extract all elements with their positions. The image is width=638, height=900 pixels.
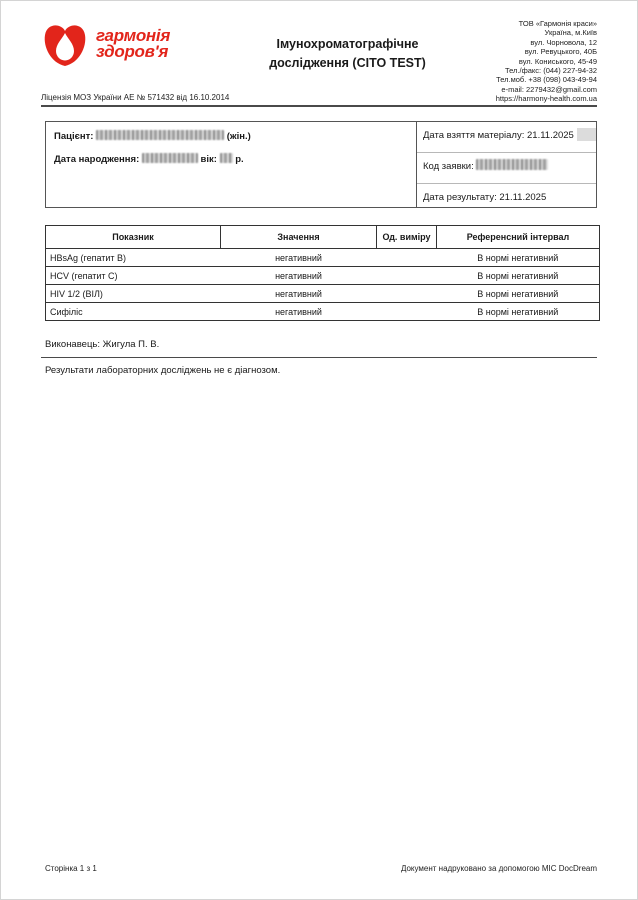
request-code-row bbox=[417, 153, 596, 184]
patient-age-suffix: р. bbox=[235, 154, 244, 165]
result-date-label: Дата результату: bbox=[423, 192, 497, 203]
indicator-cell: Сифіліс bbox=[46, 303, 221, 321]
material-date-label: Дата взяття матеріалу: bbox=[423, 130, 525, 141]
col-header-reference: Референсний інтервал bbox=[437, 226, 600, 249]
patient-dob-redacted bbox=[142, 153, 198, 163]
result-date-value: 21.11.2025 bbox=[499, 192, 547, 203]
company-details bbox=[469, 19, 597, 104]
printed-by-note: Документ надруковано за допомогою MIC DocDream bbox=[400, 864, 597, 873]
results-table bbox=[45, 225, 600, 321]
logo-line-2: здоров'я bbox=[96, 42, 169, 61]
patient-name-redacted bbox=[96, 130, 224, 140]
reference-cell: В нормі негативний bbox=[437, 267, 600, 285]
table-row bbox=[46, 285, 600, 303]
col-header-value: Значення bbox=[221, 226, 377, 249]
company-phone-fax: Тел./факс: (044) 227-94-32 bbox=[504, 66, 597, 76]
reference-cell: В нормі негативний bbox=[437, 249, 600, 267]
company-phone-mobile: Тел.моб. +38 (098) 043-49-94 bbox=[496, 75, 597, 85]
header-divider bbox=[41, 105, 597, 107]
reference-cell: В нормі негативний bbox=[437, 285, 600, 303]
value-cell: негативний bbox=[221, 285, 377, 303]
request-code-label: Код заявки: bbox=[423, 161, 474, 172]
logo-line-1: гармонія bbox=[96, 26, 171, 45]
value-cell: негативний bbox=[221, 303, 377, 321]
patient-gender: (жін.) bbox=[226, 131, 251, 142]
col-header-unit: Од. виміру bbox=[377, 226, 437, 249]
material-time-redacted bbox=[577, 128, 596, 141]
license-text: Ліцензія МОЗ України АЕ № 571432 від 16.10.2014 bbox=[41, 93, 230, 102]
request-meta-cell bbox=[416, 122, 596, 207]
indicator-cell: HCV (гепатит C) bbox=[46, 267, 221, 285]
logo-wordmark bbox=[96, 28, 170, 60]
material-date-row bbox=[417, 122, 596, 153]
clinic-logo bbox=[41, 19, 226, 69]
table-row bbox=[46, 303, 600, 321]
results-header-row bbox=[46, 226, 600, 249]
indicator-cell: HBsAg (гепатит B) bbox=[46, 249, 221, 267]
company-address-3: вул. Кониського, 45-49 bbox=[518, 56, 597, 66]
company-address-2: вул. Ревуцького, 40Б bbox=[524, 47, 597, 57]
patient-dob-label: Дата народження: bbox=[54, 154, 140, 165]
patient-dob-line bbox=[54, 153, 408, 165]
table-row bbox=[46, 249, 600, 267]
patient-name-line bbox=[54, 130, 408, 142]
patient-age-label: вік: bbox=[200, 154, 217, 165]
patient-info-box bbox=[45, 121, 597, 208]
request-code-redacted bbox=[476, 159, 548, 170]
unit-cell bbox=[377, 303, 437, 321]
reference-cell: В нормі негативний bbox=[437, 303, 600, 321]
page-number: Сторінка 1 з 1 bbox=[45, 864, 97, 873]
report-header bbox=[1, 1, 637, 105]
heart-drop-logo-icon bbox=[41, 21, 89, 69]
company-name: ТОВ «Гармонія краси» bbox=[518, 19, 597, 28]
unit-cell bbox=[377, 249, 437, 267]
table-row bbox=[46, 267, 600, 285]
patient-identity-cell bbox=[46, 122, 416, 207]
disclaimer-text: Результати лабораторних досліджень не є діагнозом. bbox=[45, 365, 281, 376]
footer-divider bbox=[41, 357, 597, 358]
patient-name-label: Пацієнт: bbox=[54, 131, 94, 142]
unit-cell bbox=[377, 267, 437, 285]
company-address-1: вул. Чорновола, 12 bbox=[530, 37, 597, 47]
indicator-cell: HIV 1/2 (ВІЛ) bbox=[46, 285, 221, 303]
report-title: Імунохроматографічне дослідження (CITO TEST) bbox=[269, 37, 426, 70]
result-date-row bbox=[417, 184, 596, 207]
value-cell: негативний bbox=[221, 267, 377, 285]
executor-line: Виконавець: Жигула П. В. bbox=[45, 339, 160, 350]
patient-age-redacted bbox=[220, 153, 233, 163]
unit-cell bbox=[377, 285, 437, 303]
material-date-value: 21.11.2025 bbox=[527, 130, 574, 141]
value-cell: негативний bbox=[221, 249, 377, 267]
company-website: https://harmony-health.com.ua bbox=[495, 94, 597, 104]
col-header-indicator: Показник bbox=[46, 226, 221, 249]
company-email: e-mail: 2279432@gmail.com bbox=[501, 84, 597, 94]
company-country-city: Україна, м.Київ bbox=[544, 28, 597, 38]
page-footer bbox=[45, 864, 597, 873]
